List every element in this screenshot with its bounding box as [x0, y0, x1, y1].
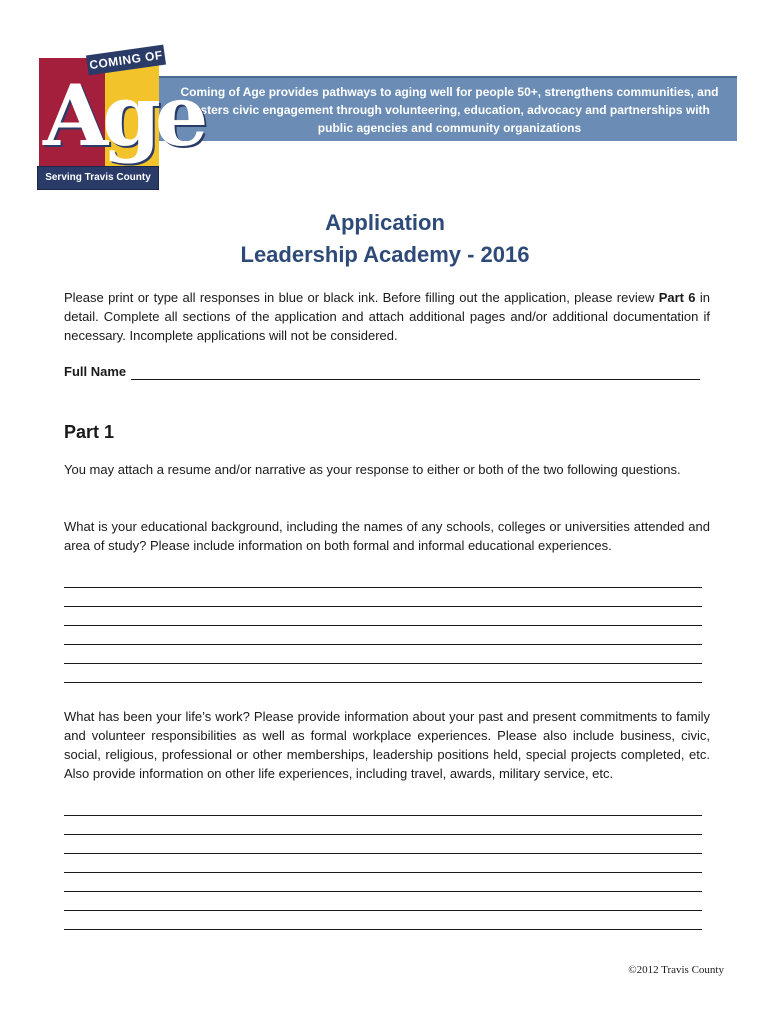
part1-heading: Part 1 — [64, 422, 115, 442]
question-life-work: What has been your life’s work? Please provide information about your past and present commitments to family and volunteer responsibilities as well as formal workplace experiences. Please also include business, civic, social, religious, professional or other memberships, leadership positions held, special projects completed, etc. Also provide information on other life experiences, including travel, awards, military service, etc. — [64, 709, 710, 781]
mission-statement: Coming of Age provides pathways to aging well for people 50+, strengthens communities, and fosters civic engagement through volunteering, education, advocacy and partnerships with public agencies and community organizations — [180, 85, 719, 135]
coming-of-age-logo — [37, 47, 203, 190]
full-name-field[interactable] — [131, 379, 700, 380]
answer-line-life-work[interactable] — [64, 910, 702, 911]
answer-line-education[interactable] — [64, 606, 702, 607]
question-education: What is your educational background, including the names of any schools, colleges or universities attended and area of study? Please include information on both formal and informal educational experiences. — [64, 519, 710, 553]
mission-banner — [150, 76, 737, 141]
answer-line-education[interactable] — [64, 682, 702, 683]
answer-line-education[interactable] — [64, 587, 702, 588]
logo-word: Age — [43, 66, 203, 165]
answer-line-life-work[interactable] — [64, 891, 702, 892]
answer-line-life-work[interactable] — [64, 872, 702, 873]
answer-line-life-work[interactable] — [64, 834, 702, 835]
intro-bold-part: Part 6 — [658, 290, 696, 305]
logo-top-text: COMING OF — [86, 45, 166, 76]
answer-line-life-work[interactable] — [64, 815, 702, 816]
answer-line-education[interactable] — [64, 644, 702, 645]
answer-line-life-work[interactable] — [64, 929, 702, 930]
full-name-label: Full Name — [64, 364, 127, 379]
intro-paragraph — [64, 288, 710, 345]
answer-line-education[interactable] — [64, 663, 702, 664]
copyright-footer: ©2012 Travis County — [628, 964, 724, 976]
part1-instruction: You may attach a resume and/or narrative as your response to either or both of the two following questions. — [64, 462, 681, 477]
intro-text-end: in detail. Complete all sections of the application and attach additional pages and/or additional documentation if necessary. Incomplete applications will not be considered. — [64, 290, 710, 343]
page-subtitle: Leadership Academy - 2016 — [240, 242, 530, 267]
answer-line-education[interactable] — [64, 625, 702, 626]
intro-text-start: Please print or type all responses in blue or black ink. Before filling out the application, please review — [64, 290, 659, 305]
logo-tagline: Serving Travis County — [37, 166, 159, 190]
page-title: Application — [325, 210, 445, 235]
answer-line-life-work[interactable] — [64, 853, 702, 854]
